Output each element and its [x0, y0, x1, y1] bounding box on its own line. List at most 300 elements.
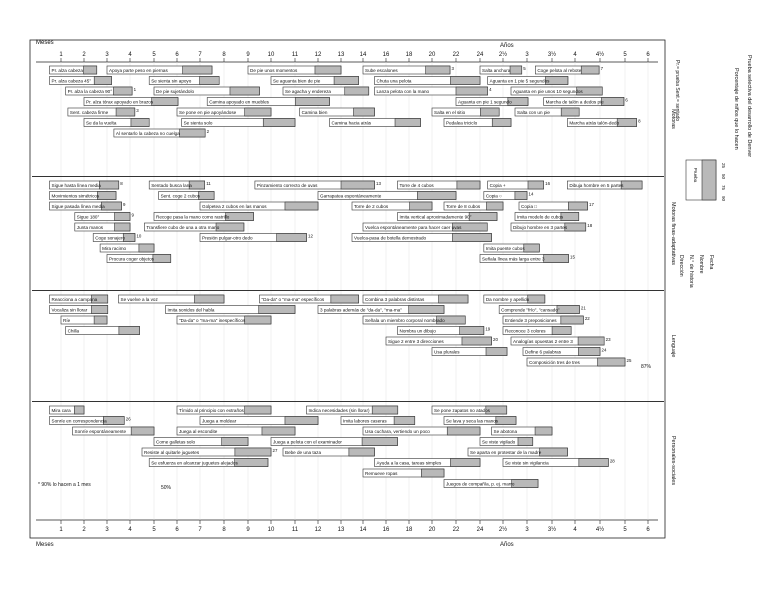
legend-label-group [693, 168, 698, 183]
milestone-footnote-number: 11 [206, 181, 211, 186]
milestone-bar-shade [410, 202, 432, 210]
milestone-label: Dibujo hombre en 3 partes [513, 225, 568, 230]
milestone-label: Transfiere cubo de una a otra mano [146, 225, 220, 230]
milestone-bar-shade [245, 108, 271, 116]
milestone-label: Sonríe espontáneamente [74, 429, 127, 434]
patient-field-group [678, 255, 684, 277]
milestone-label: Remueve ropas [365, 471, 398, 476]
milestone-bar-shade [152, 98, 178, 106]
tick-label-top: 11 [291, 52, 299, 58]
milestone-footnote-number: 13 [376, 181, 381, 186]
milestone-bar-shade [486, 202, 503, 210]
milestone-bar-shade [565, 223, 586, 231]
tick-label-bottom: 24 [476, 527, 484, 533]
milestone-label: Imita labores caseras [343, 418, 387, 424]
milestone-bar-shade [94, 316, 107, 324]
tick-label-top: 2 [82, 52, 86, 58]
milestone-label: Juegos de compañía, p. ej. marro [446, 481, 515, 487]
milestone-footnote-number: 3 [136, 108, 139, 113]
milestone-footnote-number: 9 [131, 212, 134, 218]
milestone-bar-shade [199, 192, 215, 200]
milestone-bar-shade [452, 234, 491, 242]
tick-label-top: 7 [198, 52, 202, 58]
tick-label-bottom: 3 [525, 527, 529, 533]
patient-field-label: N.° de historia [688, 255, 694, 288]
milestone-label: Pr. alza tórax apoyado en brazos [86, 99, 154, 105]
tick-label-bottom: 16 [382, 527, 390, 533]
milestone-bar-shade [561, 316, 583, 324]
milestone-label: Presión pulgar-otro dedo [202, 235, 253, 241]
tick-label-bottom: 18 [405, 527, 413, 533]
milestone-footnote-number: 8 [638, 118, 641, 124]
milestone-bar-shade [116, 108, 135, 116]
milestone-label: Imita puente cubos [485, 246, 525, 251]
milestone-label: Garrapatea espontáneamente [320, 193, 382, 199]
milestone-bar-shade [180, 129, 206, 137]
tick-label-top: 3 [525, 52, 529, 58]
tick-label-bottom: 12 [314, 527, 322, 533]
milestone-footnote-number: 9 [123, 202, 126, 207]
milestone-label: Se sienta sin apoyo [151, 78, 192, 84]
tick-label-top: 2½ [498, 52, 508, 58]
milestone-bar-shade [285, 417, 318, 425]
milestone-label: Nombra un dibujo [399, 328, 436, 334]
milestone-bar-shade [354, 108, 375, 116]
milestone-label: Aguanta en 1 pie 5 segundos [489, 78, 550, 84]
milestone-bar-shade [439, 295, 468, 303]
milestone-bar-shade [395, 119, 420, 127]
milestone-label: Coge pelota al rebote [537, 68, 582, 73]
milestone-bar-shade [544, 255, 569, 263]
milestone-bar-shade [394, 417, 415, 425]
milestone-label: Se abotona [493, 429, 518, 434]
milestone-bar-shade [153, 255, 171, 263]
milestone-label: Chilla [67, 328, 80, 334]
milestone-bar-shade [557, 306, 579, 314]
milestone-label: Juega a pelota con el examinador [273, 439, 342, 445]
milestone-bar-shade [372, 406, 398, 414]
milestone-label: Se vuelve a la voz [120, 297, 158, 302]
milestone-bar-shade [456, 87, 488, 95]
tick-label-top: 3½ [547, 52, 557, 58]
patient-field-group [688, 255, 694, 288]
legend-pct-group [721, 185, 726, 191]
milestone-bar-shade [194, 295, 224, 303]
milestone-label: Copia □ [521, 204, 538, 209]
milestone-label: Se aguanta bien de pie [273, 78, 321, 84]
patient-field-group [708, 255, 714, 270]
milestone-bar-shade [263, 119, 295, 127]
milestone-label: Pinzamiento correcto de uvas [256, 183, 318, 188]
patient-field-group [698, 255, 704, 274]
milestone-label: Pr. alza cabeza [51, 68, 83, 73]
milestone-footnote-number: 21 [580, 305, 586, 311]
milestone-label: Sigue hasta línea media [51, 183, 101, 188]
tick-label-top: 14 [359, 52, 367, 58]
milestone-bar-shade [561, 108, 579, 116]
milestone-label: Apoya parte peso en piernas [109, 68, 168, 73]
milestone-label: Analogías opuestas 2 entre 3 [513, 339, 573, 344]
milestone-label: De pie sujetándolo [156, 89, 195, 94]
header-months-label: Meses [36, 40, 54, 46]
legend-pct: 25 [721, 163, 726, 169]
milestone-label: Da nombre y apellido [485, 297, 530, 302]
tick-label-top: 13 [337, 52, 345, 58]
milestone-bars [50, 66, 643, 488]
milestone-footnote-number: 26 [125, 416, 131, 422]
milestone-bar-shade [421, 469, 444, 477]
milestone-footnote-number: 6 [625, 97, 628, 103]
milestone-footnote-number: 14 [528, 191, 534, 197]
milestone-label: Juega al escondite [179, 429, 218, 434]
milestone-bar-shade [131, 427, 154, 435]
milestone-bar-shade [578, 337, 604, 345]
legend-pct-group [721, 163, 726, 169]
milestone-label: Sonríe en correspondencia [51, 418, 107, 424]
section-name: Personales-sociales [670, 435, 676, 486]
milestone-bar-shade [460, 327, 484, 335]
tick-label-top: 1 [59, 52, 63, 58]
milestone-label: Sigue 2 entre 3 direcciones [388, 339, 444, 344]
milestone-label: Golpetea 2 cubos en las manos [202, 204, 267, 209]
milestone-label: Se lava y seca las manos [446, 418, 499, 424]
milestone-label: Vuelca espontáneamente para hacer caer uvas [365, 225, 462, 230]
x-axis-top [36, 51, 658, 62]
tick-label-bottom: 14 [359, 527, 367, 533]
tick-label-bottom: 11 [291, 527, 299, 533]
legend-shade [702, 160, 716, 200]
milestone-bar-shade [99, 181, 118, 189]
milestone-label: Mira cara [51, 408, 71, 413]
milestone-bar-shade [528, 295, 545, 303]
milestone-bar-shade [598, 358, 625, 366]
tick-label-top: 12 [314, 52, 322, 58]
tick-label-bottom: 4½ [595, 527, 605, 533]
milestone-bar-shade [528, 181, 544, 189]
milestone-label: Se sienta solo [183, 120, 213, 126]
tick-label-top: 3 [105, 52, 109, 58]
tick-label-bottom: 6 [175, 527, 179, 533]
tick-label-bottom: 3 [105, 527, 109, 533]
milestone-label: Reacciona a campana [51, 297, 98, 302]
milestone-bar-shade [492, 119, 511, 127]
milestone-label: Dibuja hombre en 5 partes [569, 183, 624, 188]
milestone-label: Sent. coge 2 cubos [160, 193, 200, 199]
milestone-label: Se viste vigilado [482, 439, 516, 445]
milestone-label: Aguanta en pie 1 segundo [458, 99, 512, 105]
milestone-label: Imita vertical aproximadamente 90° [399, 214, 472, 220]
milestone-label: Procura coger objetos [109, 256, 154, 262]
milestone-bar-shade [277, 234, 307, 242]
milestone-label: Indica necesidades (sin llorar) [308, 408, 370, 413]
tick-label-bottom: 1 [59, 527, 63, 533]
milestone-bar-shade [561, 213, 579, 221]
milestone-label: Pr. alza la cabeza 90° [67, 89, 113, 94]
patient-fields [678, 255, 714, 288]
milestone-bar-shade [447, 427, 480, 435]
milestone-bar-shade [450, 459, 480, 467]
milestone-label: Chuta una pelota [376, 78, 412, 84]
footer-years-label: Años [500, 542, 514, 548]
milestone-label: Tímido al principio con extraños [179, 408, 244, 413]
milestone-label: Comprende "frío", "cansado" [501, 307, 560, 313]
tick-label-bottom: 3½ [547, 527, 557, 533]
milestone-footnote-number: 28 [609, 458, 615, 464]
milestone-bar-shade [259, 306, 295, 314]
milestone-bar-shade [496, 417, 516, 425]
milestone-footnote-number: 3 [451, 66, 454, 71]
milestone-bar-shade [535, 427, 552, 435]
milestone-label: Se pone zapatos no atados [434, 408, 490, 413]
milestone-bar-shade [331, 295, 359, 303]
milestone-bar-shade [315, 66, 341, 74]
milestone-bar-shade [362, 438, 397, 446]
milestone-label: 3 palabras además de "da-da", "ma-ma" [320, 307, 402, 313]
section-names [670, 109, 676, 485]
milestone-footnote-number: 19 [485, 326, 491, 332]
milestone-bar-shade [469, 213, 497, 221]
milestone-bar-shade [417, 192, 456, 200]
milestone-bar-shade [216, 223, 244, 231]
milestone-bar-shade [94, 77, 111, 85]
milestone-footnote-number: 18 [587, 223, 593, 228]
milestone-footnote-number: 25 [626, 358, 632, 363]
milestone-label: Mira racimo [102, 246, 127, 251]
milestone-label: Sigue 180° [76, 214, 100, 220]
side-subtitle: Porcentaje de niños que lo hacen [733, 68, 739, 150]
milestone-bar-shade [345, 87, 369, 95]
milestone-bar-shade [601, 98, 623, 106]
milestone-label: De pie unos momentos [250, 68, 298, 73]
tick-label-top: 10 [267, 52, 275, 58]
milestone-bar-shade [518, 438, 533, 446]
milestone-footnote-number: 7 [600, 66, 604, 71]
milestone-label: Recoge pasa la mano como rastrillo [156, 214, 230, 220]
section-name: Motoras finas-adaptativas [670, 202, 676, 265]
milestone-footnote-number: 24 [601, 347, 607, 353]
milestone-bar-shade [579, 459, 608, 467]
milestone-bar-shade [581, 66, 599, 74]
pct-50-label: 50% [161, 485, 172, 491]
milestone-label: Reconoce 3 colores [505, 328, 546, 334]
tick-label-top: 16 [382, 52, 390, 58]
milestone-footnote-number: 16 [545, 181, 551, 186]
section-name-group [670, 335, 676, 358]
milestone-label: Pedalea triciclo [446, 120, 478, 126]
milestone-label: Camina bien [301, 110, 328, 115]
tick-label-bottom: 4 [573, 527, 577, 533]
milestone-bar-shade [510, 66, 522, 74]
milestone-label: Entiende 3 preposiciones [505, 318, 557, 323]
milestone-label: Salta en el sitio [434, 110, 466, 115]
tick-label-top: 22 [452, 52, 460, 58]
milestone-label: Salta anchura [482, 68, 511, 73]
milestone-label: Sigue pasada línea media [51, 204, 105, 209]
milestone-bar-shade [524, 244, 540, 252]
milestone-bar-shade [119, 327, 140, 335]
milestone-footnote-number: 4 [489, 87, 492, 92]
patient-field-label: Dirección [678, 255, 684, 277]
tick-label-top: 18 [405, 52, 413, 58]
tick-label-bottom: 2 [82, 527, 86, 533]
tick-label-top: 4½ [595, 52, 605, 58]
milestone-bar-shade [295, 98, 329, 106]
patient-field-label: Fecha [708, 255, 714, 270]
tick-label-top: 20 [428, 52, 436, 58]
milestone-bar-shade [334, 77, 359, 85]
milestone-label: "Da-da" o "ma-ma" inespecíficos [179, 318, 246, 323]
milestone-bar-shade [245, 316, 271, 324]
tick-label-bottom: 22 [452, 527, 460, 533]
legend-box [686, 160, 726, 202]
milestone-footnote-number: 17 [589, 202, 594, 207]
milestone-label: Al sentarlo la cabeza no cuelga [115, 131, 180, 136]
side-panel [746, 55, 752, 157]
legend-pct-group [721, 196, 726, 202]
tick-label-top: 5 [152, 52, 156, 58]
milestone-footnote-number: 10 [136, 233, 142, 239]
tick-label-top: 5 [623, 52, 627, 58]
legend-pct: 75 [721, 185, 726, 191]
milestone-label: Composición tres de tres [529, 360, 580, 365]
tick-label-top: 9 [246, 52, 250, 58]
milestone-footnote-number: 22 [584, 316, 590, 321]
milestone-bar-shade [450, 77, 480, 85]
milestone-bar-shade [139, 244, 154, 252]
milestone-bar-shade [115, 223, 130, 231]
milestone-label: Sent. cabeza firme [69, 110, 109, 115]
milestone-label: Salta con un pie [517, 110, 550, 115]
milestone-bar-shade [617, 119, 636, 127]
milestone-bar-shade [409, 306, 444, 314]
milestone-label: Señala un miembro corporal nombrado [365, 318, 445, 323]
milestone-bar-shade [341, 181, 374, 189]
milestone-label: Aguanta en pie unos 10 segundos [513, 89, 583, 94]
milestone-label: Se pone en pie apoyándose [179, 110, 237, 115]
milestone-bar-shade [512, 480, 538, 488]
pct-87-label: 87% [641, 364, 652, 370]
milestone-label: Señala línea más larga entre 3 [482, 256, 545, 262]
milestone-label: Lanza pelota con la mano [376, 89, 430, 94]
milestone-footnote-number: 1 [133, 87, 137, 92]
x-axis-bottom [36, 520, 658, 533]
milestone-label: Movimientos simétricos [51, 193, 100, 199]
milestone-footnote-number: 2 [206, 129, 210, 134]
tick-label-bottom: 10 [267, 527, 275, 533]
milestone-label: Usa plurales [434, 349, 460, 355]
milestone-label: Imita sonidos del habla [167, 307, 215, 313]
tick-label-top: 4 [573, 52, 577, 58]
milestone-label: Se aparta en protestar de la madre [470, 450, 542, 455]
milestone-bar-shade [200, 77, 220, 85]
tick-label-bottom: 9 [246, 527, 250, 533]
milestone-bar-shade [486, 348, 507, 356]
milestone-label: Junta manos [76, 225, 104, 230]
milestone-bar-shade [480, 108, 499, 116]
side-panel-sub [733, 68, 739, 150]
milestone-bar-shade [245, 406, 271, 414]
milestone-footnote-number: 12 [308, 233, 313, 239]
milestone-label: Torre de 8 cubos [446, 204, 481, 209]
milestone-label: Usa cuchara, vertiendo un poco [365, 429, 430, 434]
legend-key [674, 60, 680, 121]
milestone-bar-shade [183, 66, 212, 74]
tick-label-top: 24 [476, 52, 484, 58]
milestone-label: Camina hacia atrás [331, 120, 372, 126]
milestone-label: Come galletas solo [156, 439, 196, 445]
milestone-bar-shade [515, 192, 527, 200]
milestone-label: Camina apoyado en muebles [209, 99, 269, 105]
milestone-bar-shade [540, 448, 568, 456]
side-title: Prueba selectiva del desarrollo de Denver [746, 55, 752, 158]
milestone-bar-shade [552, 327, 571, 335]
tick-label-top: 4 [128, 52, 132, 58]
tick-label-bottom: 5 [623, 527, 627, 533]
milestone-footnote-number: 23 [605, 337, 611, 342]
tick-label-bottom: 8 [222, 527, 226, 533]
milestone-label: Se agacha y endereza [285, 89, 331, 94]
section-name-group [670, 436, 676, 485]
milestone-bar-shade [84, 66, 97, 74]
milestone-footnote-number: 8 [120, 181, 123, 186]
milestone-footnote-number: 27 [272, 448, 278, 453]
milestone-bar-shade [115, 213, 130, 221]
milestone-footnote-number: 5 [523, 66, 526, 71]
legend-pct: 50 [721, 174, 726, 180]
milestone-label: Combina 3 palabras distintas [365, 297, 425, 302]
milestone-label: Se viste sin vigilancia [505, 460, 549, 466]
milestone-bar-shade [113, 87, 132, 95]
legend-pct-group [721, 174, 726, 180]
milestone-label: Sube escalones [365, 68, 398, 73]
milestone-bar-shade [457, 181, 480, 189]
milestone-bar-shade [426, 66, 450, 74]
tick-label-bottom: 5 [152, 527, 156, 533]
milestone-label: Ayuda a la casa, tareas simples [376, 460, 442, 466]
milestone-bar-shade [235, 448, 271, 456]
section-name: Motoras [670, 109, 676, 129]
milestone-bar-shade [578, 348, 600, 356]
milestone-label: "Da-da" o "ma-ma" específicos [261, 297, 325, 302]
milestone-bar-shade [97, 192, 116, 200]
tick-label-bottom: 2½ [498, 527, 508, 533]
milestone-bar-shade [621, 181, 642, 189]
legend-key-text: Pr.= prueba Sent.= sentado [674, 60, 680, 122]
milestone-bar-shade [131, 119, 149, 127]
tick-label-bottom: 7 [198, 527, 202, 533]
milestone-label: Vuelca-pasa de botella demostrado [354, 235, 427, 241]
tick-label-top: 6 [175, 52, 179, 58]
milestone-label: Torre de 2 cubos [354, 204, 389, 209]
milestone-bar-shade [568, 202, 587, 210]
milestone-label: Marcha atrás talón-dedo [569, 120, 620, 126]
milestone-label: Sentado busca lana [151, 183, 192, 188]
milestone-label: Marcha de talón a dedos pie [545, 99, 604, 105]
tick-label-top: 6 [646, 52, 650, 58]
tick-label-bottom: 13 [337, 527, 345, 533]
milestone-label: Se da la vuelta [86, 120, 117, 126]
milestone-bar-shade [349, 448, 375, 456]
legend-pct: 90 [721, 196, 726, 202]
footer-months-label: Meses [36, 542, 54, 548]
patient-field-label: Nombre [698, 255, 704, 274]
milestone-label: Juega a moldear [202, 418, 237, 424]
milestone-label: Bebe de una taza [285, 450, 322, 455]
milestone-label: Torre de 4 cubos [399, 183, 434, 188]
tick-label-bottom: 6 [646, 527, 650, 533]
tick-label-top: 8 [222, 52, 226, 58]
milestone-bar-shade [262, 427, 295, 435]
